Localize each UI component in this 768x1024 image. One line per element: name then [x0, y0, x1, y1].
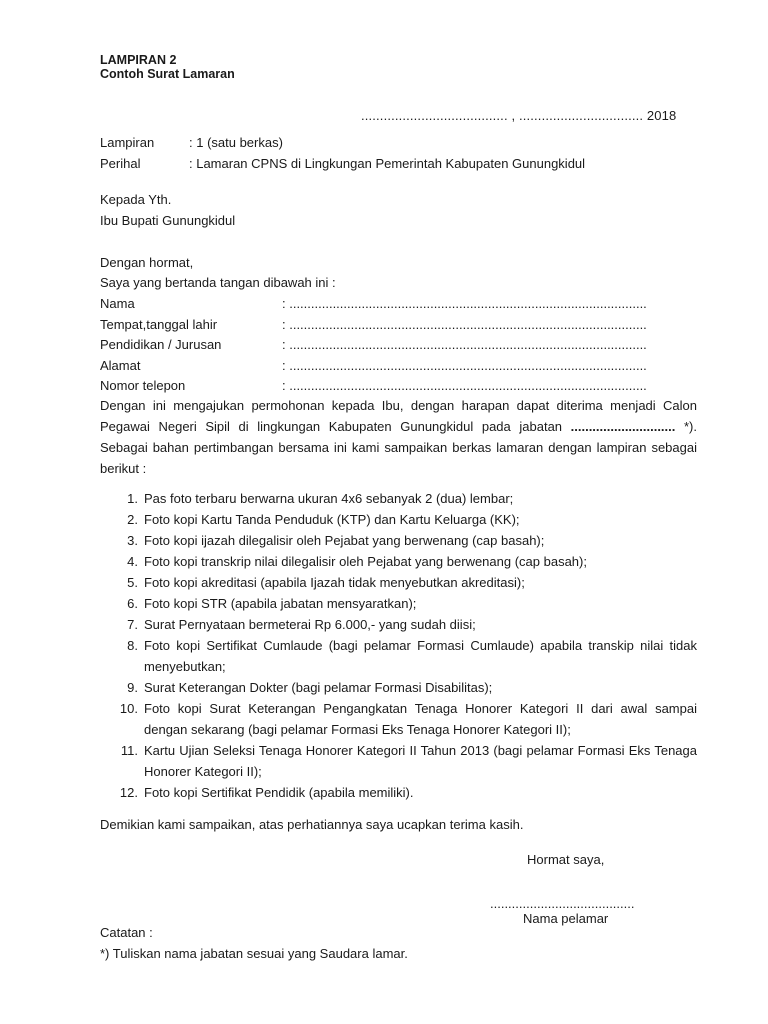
list-item [100, 530, 697, 551]
meta-value-perihal: : Lamaran CPNS di Lingkungan Pemerintah Kabupaten Gunungkidul [189, 156, 586, 171]
item-number: 3. [127, 533, 138, 548]
field-value-nama: : ................................................................................................... [282, 296, 647, 311]
item-number: 6. [127, 596, 138, 611]
recipient-line-1: Kepada Yth. [100, 192, 172, 207]
applicant-name-label: Nama pelamar [523, 911, 609, 926]
item-text: Foto kopi Sertifikat Pendidik (apabila memiliki). [144, 785, 414, 800]
body-text-part1: Dengan ini mengajukan permohonan kepada Ibu, dengan harapan dapat diterima menjadi Calon Pegawai Negeri Sipil di lingkungan Kabupaten Gunungkidul pada jabatan [100, 398, 697, 434]
item-text: Kartu Ujian Seleksi Tenaga Honorer Kategori II Tahun 2013 (bagi pelamar Formasi Eks Tenaga Honorer Kategori II); [144, 743, 697, 779]
field-label-telepon: Nomor telepon [100, 378, 186, 393]
list-item [100, 635, 697, 677]
intro-text: Saya yang bertanda tangan dibawah ini : [100, 275, 336, 290]
item-number: 9. [127, 680, 138, 695]
meta-label-lampiran: Lampiran [100, 135, 155, 150]
list-item [100, 488, 697, 509]
recipient-line-2: Ibu Bupati Gunungkidul [100, 213, 236, 228]
item-text: Foto kopi akreditasi (apabila Ijazah tidak menyebutkan akreditasi); [144, 575, 525, 590]
document-subtitle: Contoh Surat Lamaran [100, 67, 235, 81]
item-number: 4. [127, 554, 138, 569]
greeting: Dengan hormat, [100, 255, 194, 270]
item-number: 1. [127, 491, 138, 506]
notes-line: *) Tuliskan nama jabatan sesuai yang Saudara lamar. [100, 946, 408, 961]
notes-title: Catatan : [100, 925, 153, 940]
list-item [100, 614, 697, 635]
list-item [100, 593, 697, 614]
signature-line: ........................................ [490, 896, 635, 911]
item-text: Foto kopi Surat Keterangan Pengangkatan Tenaga Honorer Kategori II dari awal sampai dengan sekarang (bagi pelamar Formasi Eks Tenaga Honorer Kategori II); [144, 701, 697, 737]
list-item [100, 698, 697, 740]
item-number: 5. [127, 575, 138, 590]
item-number: 8. [127, 638, 138, 653]
regards-text: Hormat saya, [527, 852, 605, 867]
list-item [100, 572, 697, 593]
item-text: Pas foto terbaru berwarna ukuran 4x6 sebanyak 2 (dua) lembar; [144, 491, 514, 506]
item-number: 12. [119, 785, 138, 800]
field-label-ttl: Tempat,tanggal lahir [100, 317, 218, 332]
item-number: 11. [120, 743, 138, 758]
field-value-pendidikan: : ................................................................................................... [282, 337, 647, 352]
item-number: 7. [127, 617, 138, 632]
list-item [100, 740, 697, 782]
body-text-part2: *). Sebagai bahan pertimbangan bersama ini kami sampaikan berkas lamaran dengan lampiran sebagai berikut : [100, 419, 697, 476]
item-text: Foto kopi Sertifikat Cumlaude (bagi pelamar Formasi Cumlaude) apabila transkip nilai tidak menyebutkan; [144, 638, 697, 674]
item-text: Surat Pernyataan bermeterai Rp 6.000,- yang sudah diisi; [144, 617, 476, 632]
list-item [100, 782, 697, 803]
list-item [100, 677, 697, 698]
field-value-ttl: : ................................................................................................... [282, 317, 647, 332]
field-label-pendidikan: Pendidikan / Jurusan [100, 337, 222, 352]
item-text: Surat Keterangan Dokter (bagi pelamar Formasi Disabilitas); [144, 680, 493, 695]
item-text: Foto kopi Kartu Tanda Penduduk (KTP) dan Kartu Keluarga (KK); [144, 512, 520, 527]
meta-label-perihal: Perihal [100, 156, 141, 171]
item-text: Foto kopi ijazah dilegalisir oleh Pejabat yang berwenang (cap basah); [144, 533, 545, 548]
meta-value-lampiran: : 1 (satu berkas) [189, 135, 283, 150]
item-text: Foto kopi STR (apabila jabatan mensyaratkan); [144, 596, 417, 611]
date-line: ....................................... , ................................. 2018 [361, 108, 677, 123]
attachment-heading: LAMPIRAN 2 [100, 53, 177, 67]
field-label-nama: Nama [100, 296, 135, 311]
field-value-telepon: : ................................................................................................... [282, 378, 647, 393]
closing-text: Demikian kami sampaikan, atas perhatiannya saya ucapkan terima kasih. [100, 817, 524, 832]
item-number: 10. [119, 701, 138, 716]
field-label-alamat: Alamat [100, 358, 141, 373]
position-blank: ............................. [570, 419, 676, 434]
item-number: 2. [127, 512, 138, 527]
list-item [100, 509, 697, 530]
item-text: Foto kopi transkrip nilai dilegalisir oleh Pejabat yang berwenang (cap basah); [144, 554, 587, 569]
body-paragraph [100, 395, 697, 479]
list-item [100, 551, 697, 572]
field-value-alamat: : ................................................................................................... [282, 358, 647, 373]
attachment-list [100, 488, 697, 803]
